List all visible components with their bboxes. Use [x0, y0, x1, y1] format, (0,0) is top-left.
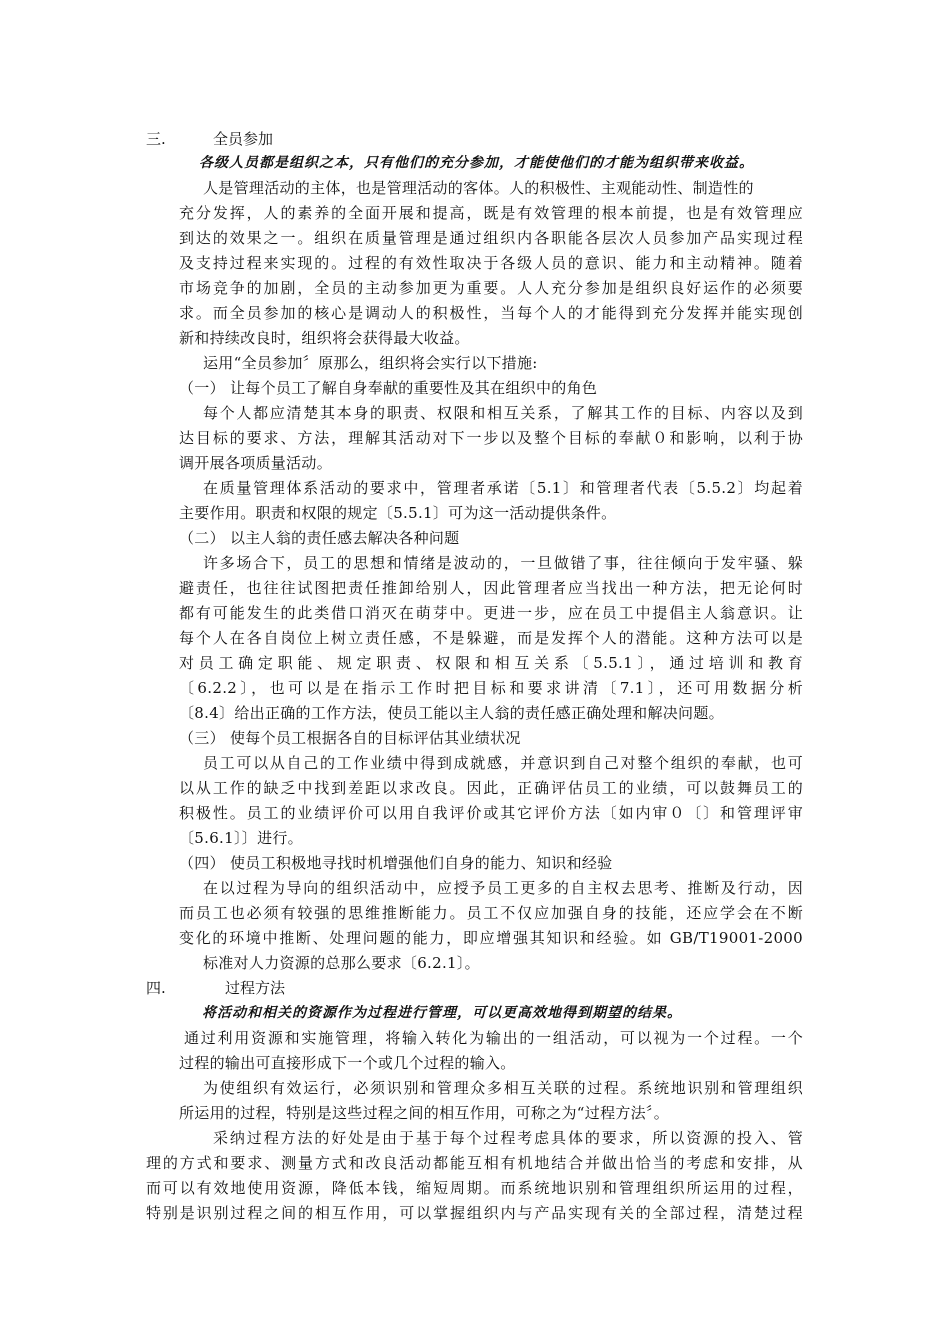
section4-motto: 将活动和相关的资源作为过程进行管理，可以更高效地得到期望的结果。 — [202, 1005, 682, 1021]
paragraph-line: 都有可能发生的此类借口消灭在萌芽中。更进一步，应在员工中提倡主人翁意识。让 — [179, 604, 803, 622]
paragraph-line: 每个人在各自岗位上树立责任感，不是躲避，而是发挥个人的潜能。这种方法可以是 — [179, 629, 803, 647]
paragraph-line: 对员工确定职能、规定职责、权限和相互关系〔5.5.1〕，通过培训和教育 — [179, 654, 803, 672]
paragraph-line: 在以过程为导向的组织活动中，应授予员工更多的自主权去思考、推断及行动，因 — [203, 879, 803, 897]
paragraph-line: 特别是识别过程之间的相互作用，可以掌握组织内与产品实现有关的全部过程，清楚过程 — [146, 1204, 803, 1222]
paragraph-line: 变化的环境中推断、处理问题的能力，即应增强其知识和经验。如 GB/T19001-2000 — [179, 929, 803, 947]
item-title: （三） 使每个员工根据各自的目标评估其业绩状况 — [179, 729, 521, 747]
paragraph-line: 采纳过程方法的好处是由于基于每个过程考虑具体的要求，所以资源的投入、管 — [213, 1129, 803, 1147]
paragraph-line: 过程的输出可直接形成下一个或几个过程的输入。 — [179, 1054, 516, 1072]
paragraph-line: 所运用的过程，特别是这些过程之间的相互作用，可称之为“过程方法〞。 — [179, 1104, 670, 1122]
paragraph-line: 而员工也必须有较强的思维推断能力。员工不仅应加强自身的技能，还应学会在不断 — [179, 904, 803, 922]
paragraph-line: 避责任，也往往试图把责任推卸给别人，因此管理者应当找出一种方法，把无论何时 — [179, 579, 803, 597]
paragraph-line: 达目标的要求、方法，理解其活动对下一步以及整个目标的奉献０和影响，以利于协 — [179, 429, 803, 447]
paragraph-line: 主要作用。职责和权限的规定〔5.5.1〕可为这一活动提供条件。 — [179, 504, 617, 522]
paragraph-line: 通过利用资源和实施管理，将输入转化为输出的一组活动，可以视为一个过程。一个 — [184, 1029, 803, 1047]
paragraph-line: 〔5.6.1〕〕进行。 — [179, 829, 303, 847]
section4-title: 过程方法 — [225, 979, 286, 997]
paragraph-line: 标准对人力资源的总那么要求〔6.2.1〕。 — [203, 954, 480, 972]
paragraph-line: 求。而全员参加的核心是调动人的积极性，当每个人的才能得到充分发挥并能实现创 — [179, 304, 803, 322]
paragraph-line: 人是管理活动的主体，也是管理活动的客体。人的积极性、主观能动性、制造性的 — [203, 179, 754, 197]
section3-number: 三. — [146, 130, 166, 148]
paragraph-line: 充分发挥，人的素养的全面开展和提高，既是有效管理的根本前提，也是有效管理应 — [179, 204, 803, 222]
paragraph-line: 为使组织有效运行，必须识别和管理众多相互关联的过程。系统地识别和管理组织 — [203, 1079, 803, 1097]
paragraph-line: 市场竞争的加剧，全员的主动参加更为重要。人人充分参加是组织良好运作的必须要 — [179, 279, 803, 297]
item-title: （四） 使员工积极地寻找时机增强他们自身的能力、知识和经验 — [179, 854, 613, 872]
section3-title: 全员参加 — [213, 130, 274, 148]
paragraph-line: 〔8.4〕给出正确的工作方法，使员工能以主人翁的责任感正确处理和解决问题。 — [179, 704, 724, 722]
paragraph-line: 及支持过程来实现的。过程的有效性取决于各级人员的意识、能力和主动精神。随着 — [179, 254, 803, 272]
paragraph-line: 每个人都应清楚其本身的职责、权限和相互关系，了解其工作的目标、内容以及到 — [203, 404, 803, 422]
paragraph-line: 〔6.2.2〕，也可以是在指示工作时把目标和要求讲清〔7.1〕，还可用数据分析 — [179, 679, 803, 697]
section4-number: 四. — [146, 979, 166, 997]
paragraph-line: 在质量管理体系活动的要求中，管理者承诺〔5.1〕和管理者代表〔5.5.2〕均起着 — [203, 479, 803, 497]
section3-motto: 各级人员都是组织之本，只有他们的充分参加，才能使他们的才能为组织带来收益。 — [199, 155, 754, 171]
paragraph-line: 员工可以从自己的工作业绩中得到成就感，并意识到自己对整个组织的奉献，也可 — [203, 754, 803, 772]
paragraph-line: 运用“全员参加〞原那么，组织将会实行以下措施: — [203, 354, 538, 372]
paragraph-line: 许多场合下，员工的思想和情绪是波动的，一旦做错了事，往往倾向于发牢骚、躲 — [203, 554, 803, 572]
paragraph-line: 理的方式和要求、测量方式和改良活动都能互相有机地结合并做出恰当的考虑和安排，从 — [146, 1154, 803, 1172]
paragraph-line: 而可以有效地使用资源，降低本钱，缩短周期。而系统地识别和管理组织所运用的过程， — [146, 1179, 803, 1197]
item-title: （二） 以主人翁的责任感去解决各种问题 — [179, 529, 460, 547]
paragraph-line: 积极性。员工的业绩评价可以用自我评价或其它评价方法〔如内审０〔〕和管理评审 — [179, 804, 803, 822]
paragraph-line: 以从工作的缺乏中找到差距以求改良。因此，正确评估员工的业绩，可以鼓舞员工的 — [179, 779, 803, 797]
item-title: （一） 让每个员工了解自身奉献的重要性及其在组织中的角色 — [179, 379, 598, 397]
paragraph-line: 到达的效果之一。组织在质量管理是通过组织内各职能各层次人员参加产品实现过程 — [179, 229, 803, 247]
paragraph-line: 新和持续改良时，组织将会获得最大收益。 — [179, 329, 470, 347]
paragraph-line: 调开展各项质量活动。 — [179, 454, 333, 472]
